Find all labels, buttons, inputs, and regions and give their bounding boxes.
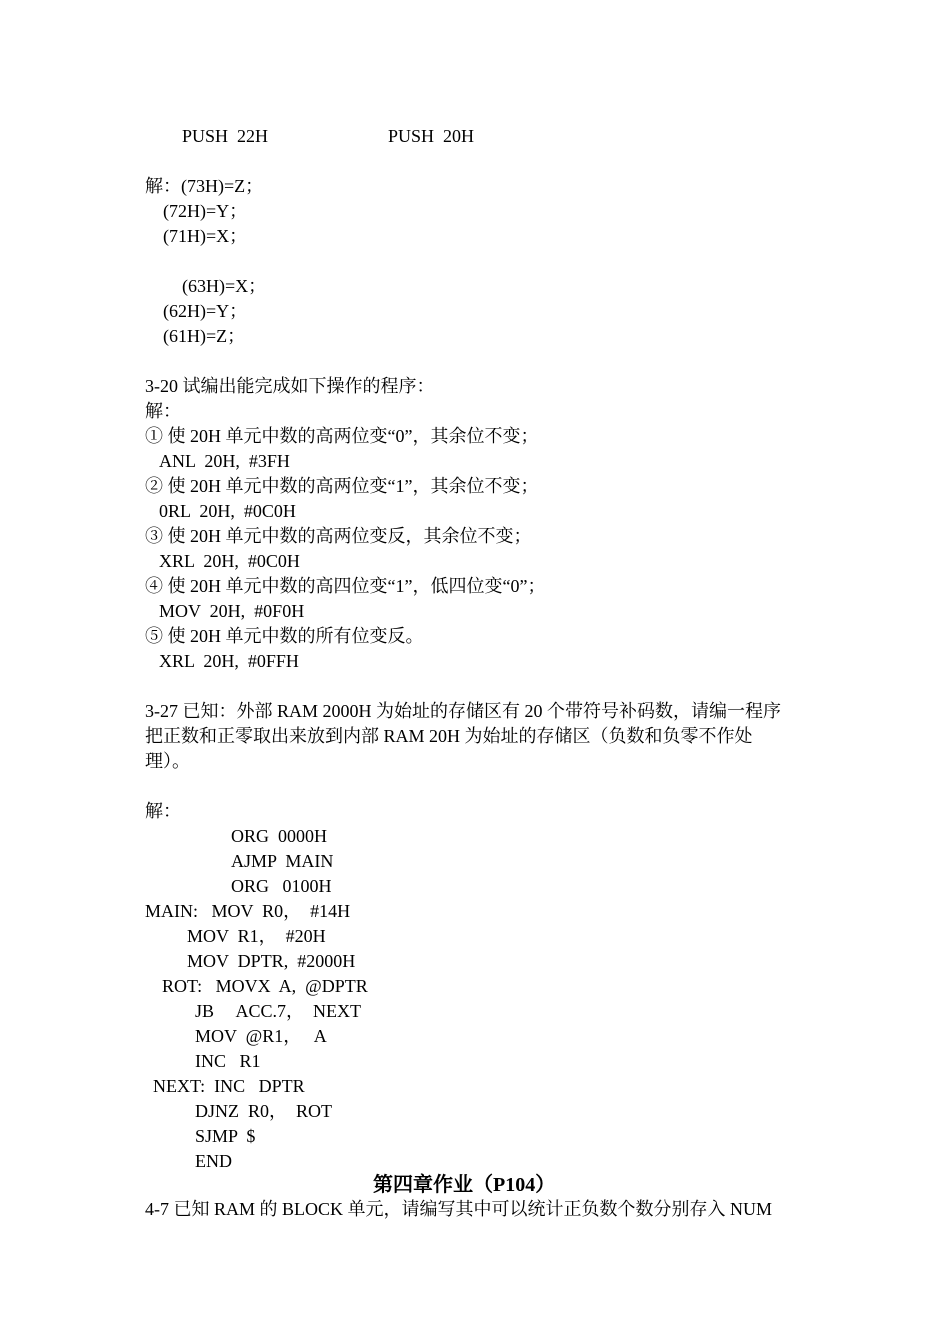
code-line: AJMP MAIN (231, 851, 334, 871)
question-text: 3-27 已知：外部 RAM 2000H 为始址的存储区有 20 个带符号补码数，请编一程序 (145, 701, 782, 721)
code-line: ANL 20H, #3FH (159, 451, 290, 471)
code-line: MOV R1， #20H (187, 926, 326, 946)
answer-line: (71H)=X； (163, 226, 248, 246)
answer-line: (63H)=X； (182, 276, 267, 296)
answer-label: 解： (145, 401, 181, 421)
code-line: SJMP $ (195, 1126, 256, 1146)
code-line: NEXT: INC DPTR (153, 1076, 305, 1096)
code-line: XRL 20H, #0C0H (159, 551, 300, 571)
chapter-heading: 第四章作业（P104） (373, 1174, 556, 1196)
code-line: ORG 0100H (231, 876, 332, 896)
answer-line: (72H)=Y； (163, 201, 248, 221)
code-line: MOV @R1， A (195, 1026, 327, 1046)
answer-line: (61H)=Z； (163, 326, 246, 346)
code-line: DJNZ R0， ROT (195, 1101, 333, 1121)
answer-label: 解： (145, 801, 181, 821)
code-line: PUSH 20H (388, 126, 475, 146)
code-line: INC R1 (195, 1051, 261, 1071)
code-line: MAIN: MOV R0， #14H (145, 901, 351, 921)
code-line: MOV DPTR, #2000H (187, 951, 356, 971)
sub-question: ③ 使 20H 单元中数的高两位变反，其余位不变； (145, 526, 532, 546)
code-line: 0RL 20H, #0C0H (159, 501, 296, 521)
question-text: 4-7 已知 RAM 的 BLOCK 单元，请编写其中可以统计正负数个数分别存入 NUM (145, 1199, 773, 1219)
code-line: ORG 0000H (231, 826, 328, 846)
sub-question: ② 使 20H 单元中数的高两位变“1”，其余位不变； (145, 476, 539, 496)
question-text: 把正数和正零取出来放到内部 RAM 20H 为始址的存储区（负数和负零不作处 (145, 726, 753, 746)
answer-line: (62H)=Y； (163, 301, 248, 321)
sub-question: ① 使 20H 单元中数的高两位变“0”，其余位不变； (145, 426, 539, 446)
code-line: PUSH 22H (182, 126, 269, 146)
sub-question: ⑤ 使 20H 单元中数的所有位变反。 (145, 626, 424, 646)
code-line: JB ACC.7， NEXT (195, 1001, 362, 1021)
code-line: ROT: MOVX A, @DPTR (162, 976, 368, 996)
code-line: MOV 20H, #0F0H (159, 601, 305, 621)
code-line: XRL 20H, #0FFH (159, 651, 299, 671)
question-text: 理）。 (145, 751, 190, 771)
answer-line: 解：(73H)=Z； (145, 176, 264, 196)
code-line: END (195, 1151, 232, 1171)
question-title: 3-20 试编出能完成如下操作的程序： (145, 376, 435, 396)
sub-question: ④ 使 20H 单元中数的高四位变“1”，低四位变“0”； (145, 576, 546, 596)
